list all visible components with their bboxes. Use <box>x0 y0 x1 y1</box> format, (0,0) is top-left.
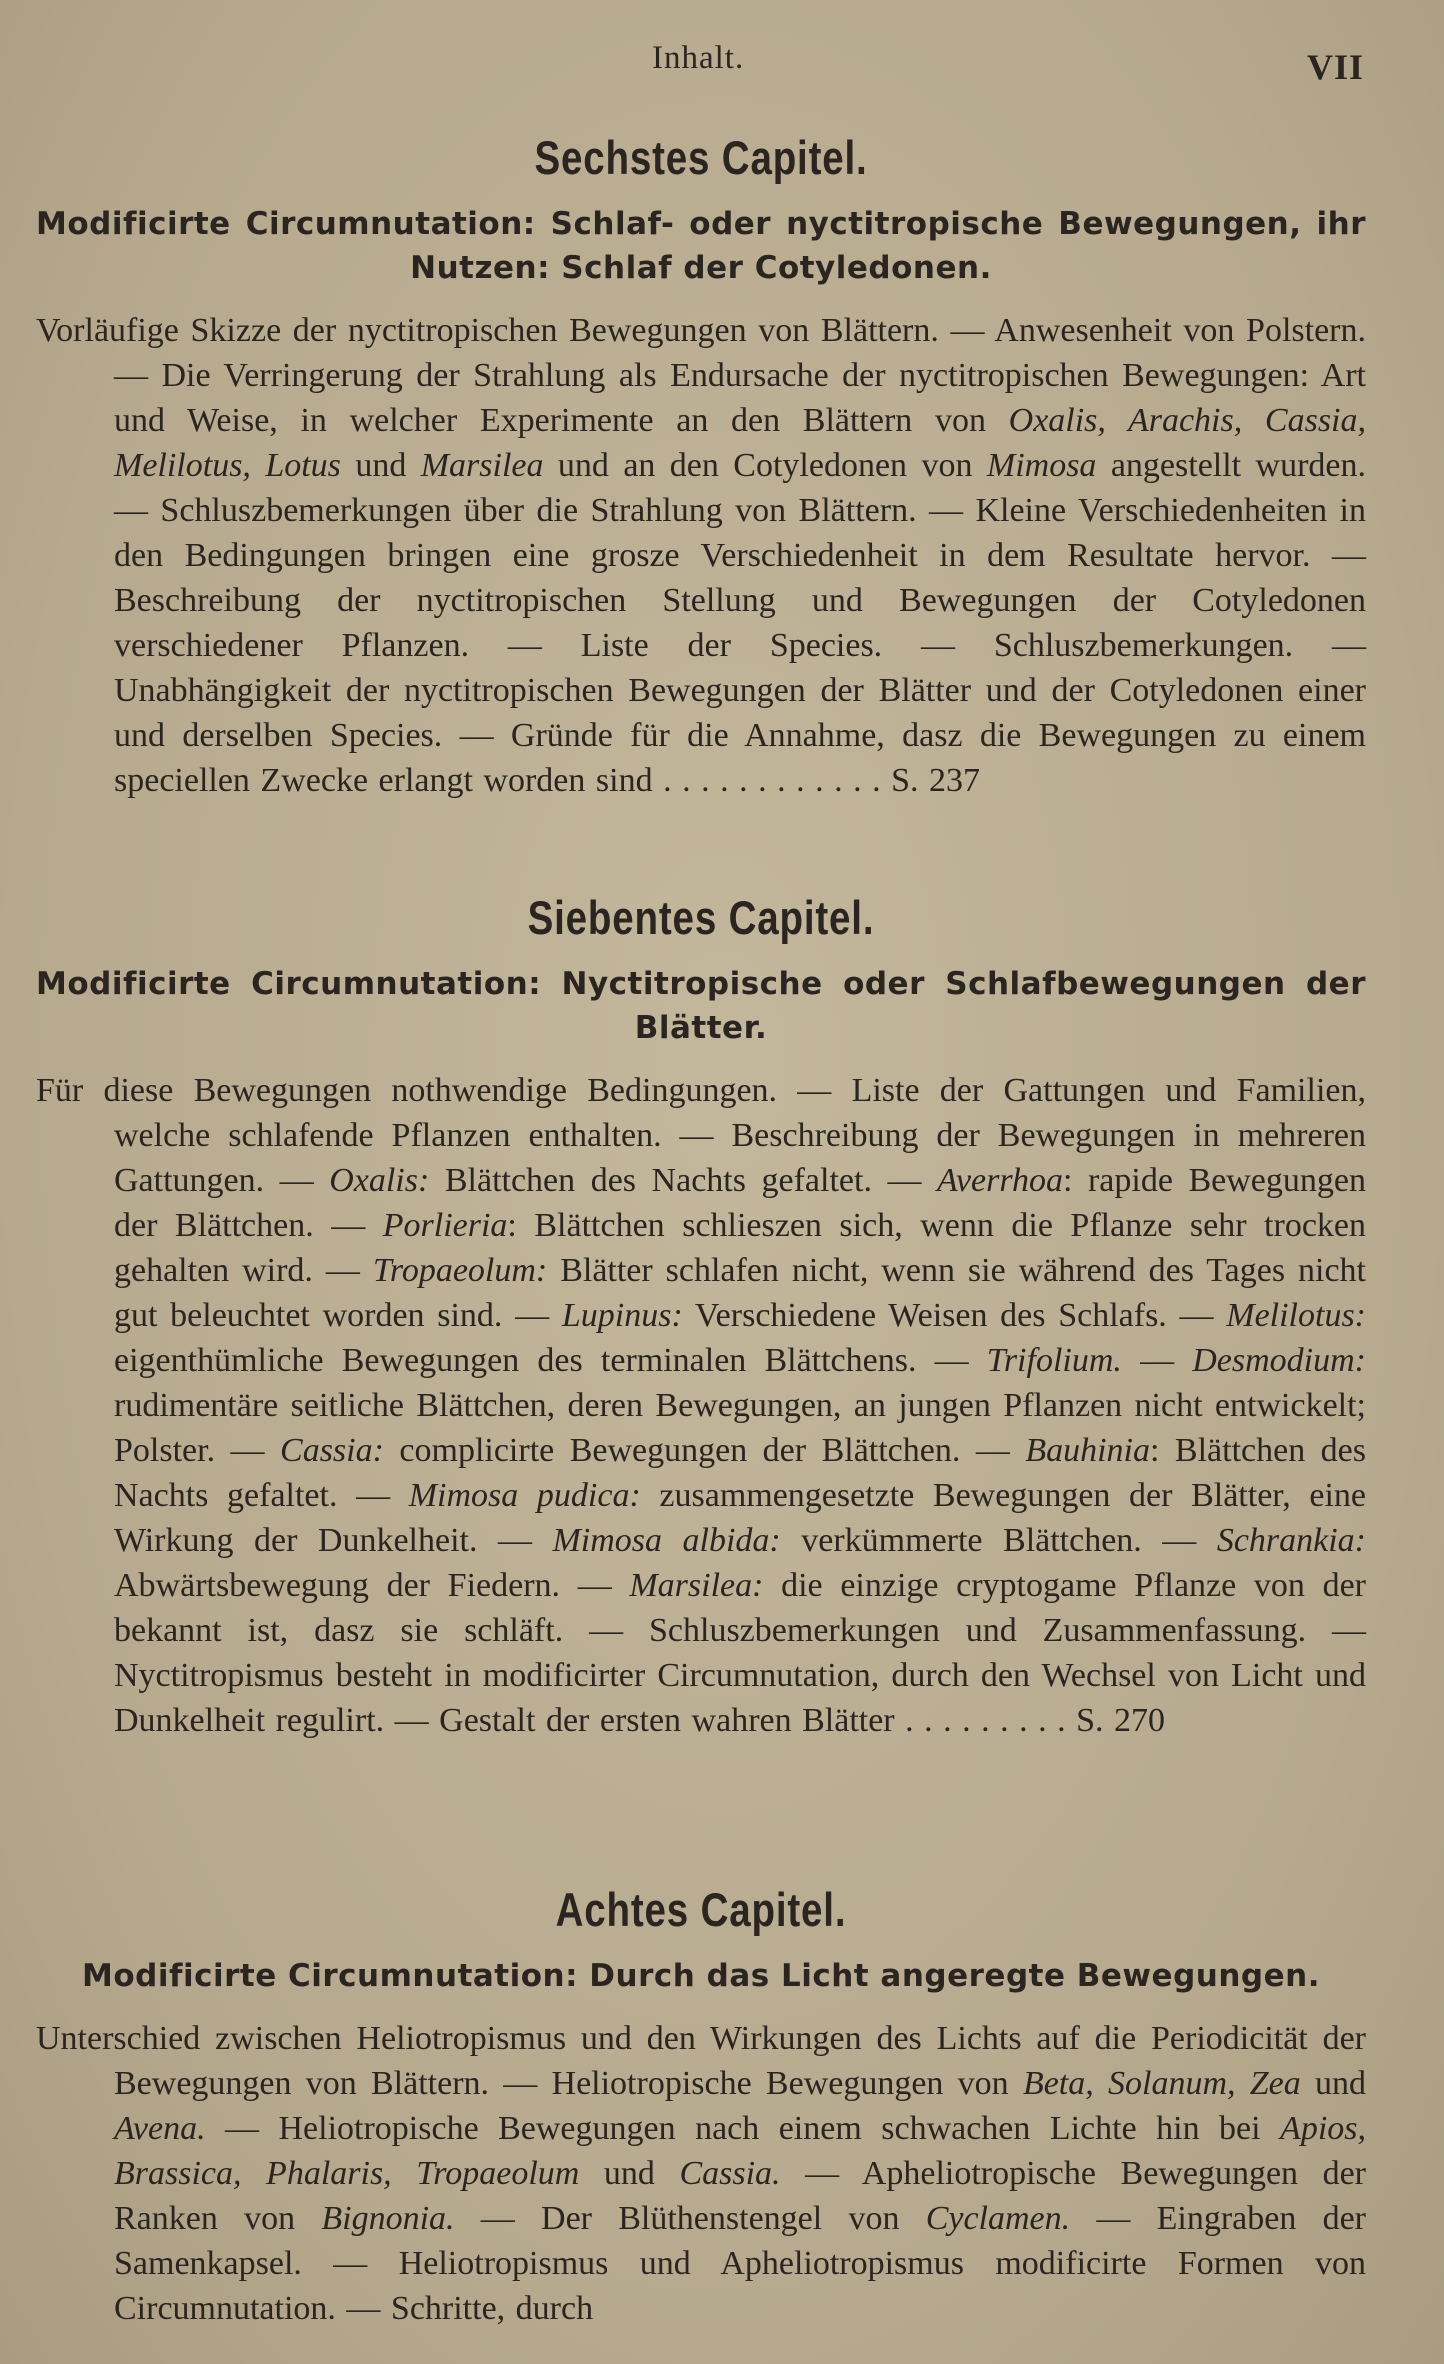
summary-text: — Der Blüthenstengel von <box>454 2200 926 2237</box>
chapter-subtitle: Modificirte Circumnutation: Durch das Licht angeregte Bewegungen. <box>82 1958 1320 1994</box>
summary-text: Verschiedene Weisen des Schlafs. — <box>682 1297 1227 1334</box>
summary-text: und <box>1300 2065 1366 2102</box>
page-number: VII <box>1306 47 1364 87</box>
taxon-name: Cassia: <box>280 1432 384 1469</box>
leader-dots: . . . . . . . . . <box>905 1702 1066 1739</box>
taxon-name: Apios, Brassica, Phalaris, Tropaeolum <box>114 2110 1366 2192</box>
chapter-summary <box>36 1068 1366 1743</box>
taxon-name: Schrankia: <box>1216 1522 1366 1559</box>
summary-text: — <box>1121 1342 1193 1379</box>
page-reference: S. 270 <box>1076 1702 1166 1739</box>
summary-text: Blätter schlafen nicht, wenn sie während des Tages nicht gut beleuchtet worden sind. — <box>114 1252 1366 1334</box>
taxon-name: Porlieria <box>382 1207 508 1244</box>
summary-text: : Blättchen schlieszen sich, wenn die Pflanze sehr trocken gehalten wird. — <box>114 1207 1366 1289</box>
chapter-8 <box>36 1880 1366 2331</box>
page-reference: S. 237 <box>891 762 980 799</box>
summary-text: eigenthümliche Bewegungen des terminalen Blättchens. — <box>114 1342 987 1379</box>
taxon-name: Tropaeolum: <box>372 1252 548 1289</box>
chapter-7 <box>36 888 1366 1743</box>
taxon-name: Averrhoa <box>937 1162 1063 1199</box>
taxon-name: Bauhinia <box>1025 1432 1150 1469</box>
taxon-name: Mimosa pudica: <box>408 1477 641 1514</box>
chapter-subtitle: Modificirte Circumnutation: Nyctitropische oder Schlafbewegungen der Blätter. <box>36 966 1366 1046</box>
chapter-title: Achtes Capitel. <box>555 1883 847 1936</box>
taxon-name: Cyclamen. <box>925 2200 1071 2237</box>
taxon-name: Cassia. <box>679 2155 781 2192</box>
chapter-title: Sechstes Capitel. <box>534 131 868 184</box>
taxon-name: Trifolium. <box>986 1342 1122 1379</box>
summary-text: — Eingraben der Samenkapsel. — Heliotropismus und Apheliotropismus modificirte Formen von Circumnutation. — Schritte, durch <box>114 2200 1367 2327</box>
summary-text: — Heliotropische Bewegungen nach einem schwachen Lichte hin bei <box>205 2110 1281 2147</box>
taxon-name: Mimosa albida: <box>552 1522 781 1559</box>
summary-text: die einzige cryptogame Pflanze von der bekannt ist, dasz sie schläft. — Schluszbemerkungen und Zusammenfassung. — Nyctitropismus besteht in modificirter Circumnutation, durch den Wechsel von Licht und Dunkelheit regulirt. — Gestalt der ersten wahren Blätter <box>114 1567 1366 1739</box>
running-head: Inhalt. <box>652 40 745 76</box>
summary-text: zusammengesetzte Bewegungen der Blätter, eine Wirkung der Dunkelheit. — <box>114 1477 1366 1559</box>
taxon-name: Beta, Solanum, Zea <box>1022 2065 1301 2102</box>
summary-text: complicirte Bewegungen der Blättchen. — <box>383 1432 1026 1469</box>
summary-text: Unterschied zwischen Heliotropismus und den Wirkungen des Lichts auf die Periodicität der Bewegungen von Blättern. — Heliotropische Bewegungen von <box>36 2020 1366 2102</box>
leader-dots: . . . . . . . . . . . . <box>663 762 881 799</box>
chapter-subtitle: Modificirte Circumnutation: Schlaf- oder nyctitropische Bewegungen, ihr Nutzen: Schlaf der Cotyledonen. <box>36 206 1366 286</box>
chapter-title: Siebentes Capitel. <box>527 891 875 944</box>
chapter-summary <box>36 2016 1366 2331</box>
taxon-name: Marsilea: <box>629 1567 764 1604</box>
summary-text: — Apheliotropische Bewegungen der Ranken von <box>114 2155 1367 2237</box>
taxon-name: Lupinus: <box>561 1297 683 1334</box>
summary-text: Abwärtsbewegung der Fiedern. — <box>114 1567 630 1604</box>
taxon-name: Bignonia. <box>321 2200 455 2237</box>
taxon-name: Melilotus: <box>1226 1297 1367 1334</box>
chapter-6 <box>36 128 1366 803</box>
taxon-name: Avena. <box>114 2110 206 2147</box>
summary-text: : Blättchen des Nachts gefaltet. — <box>114 1432 1366 1514</box>
summary-text: verkümmerte Blättchen. — <box>780 1522 1217 1559</box>
chapter-summary: Vorläufige Skizze der nyctitropischen Bewegungen von Blättern. — Anwesenheit von Polstern. — Die Verringerung der Strahlung als Endursache der nyctitropischen Bewegungen: Art und Weise, in welcher Experimente an den Blättern von Oxalis, Arachis, Cassia, Melilotus, Lotus und Marsilea und an den Cotyledonen von Mimosa angestellt wurden. — Schluszbemerkungen über die Strahlung von Blättern. — Kleine Verschiedenheiten in den Bedingungen bringen eine grosze Verschiedenheit in dem Resultate hervor. — Beschreibung der nyctitropischen Stellung und Bewegungen der Cotyledonen verschiedener Pflanzen. — Liste der Species. — Schluszbemerkungen. — Unabhängigkeit der nyctitropischen Bewegungen der Blätter und der Cotyledonen einer und derselben Species. — Gründe für die Annahme, dasz die Bewegungen zu einem speciellen Zwecke erlangt worden sind . . . . . . . . . . . . S. 237 <box>36 312 1366 799</box>
page-header <box>0 40 1444 90</box>
taxon-name: Desmodium: <box>1192 1342 1366 1379</box>
summary-text: rudimentäre seitliche Blättchen, deren Bewegungen, an jungen Pflanzen nicht entwickelt; Polster. — <box>114 1387 1366 1469</box>
taxon-name: Oxalis: <box>329 1162 430 1199</box>
summary-text: Für diese Bewegungen nothwendige Bedingungen. — Liste der Gattungen und Familien, welche schlafende Pflanzen enthalten. — Beschreibung der Bewegungen in mehreren Gattungen. — <box>36 1072 1366 1199</box>
summary-text: und <box>579 2155 680 2192</box>
summary-text: : rapide Bewegungen der Blättchen. — <box>114 1162 1366 1244</box>
summary-text: Blättchen des Nachts gefaltet. — <box>429 1162 938 1199</box>
